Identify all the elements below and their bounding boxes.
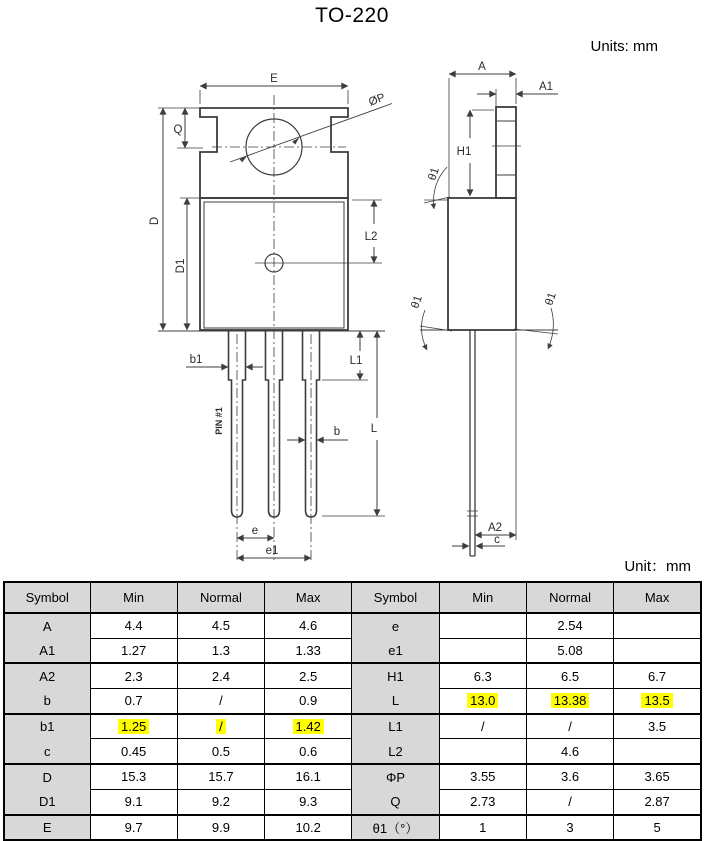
table-cell: 3.55: [439, 764, 526, 789]
table-cell: 1.27: [90, 638, 177, 663]
symbol-cell: H1: [352, 663, 439, 688]
table-cell: 9.1: [90, 789, 177, 814]
table-cell: 16.1: [265, 764, 352, 789]
label-theta-top: θ1: [426, 166, 442, 183]
symbol-cell: L: [352, 689, 439, 714]
column-header: Symbol: [4, 582, 90, 613]
table-cell: 3: [526, 815, 613, 841]
table-cell: 15.7: [177, 764, 264, 789]
table-cell: /: [177, 714, 264, 739]
table-row: [4, 613, 701, 638]
table-cell: [614, 739, 701, 764]
label-D1: D1: [175, 258, 187, 274]
symbol-cell: θ1（°）: [352, 815, 439, 841]
table-cell: 2.3: [90, 663, 177, 688]
symbol-cell: D: [4, 764, 90, 789]
table-cell: 4.4: [90, 613, 177, 638]
column-header: Normal: [177, 582, 264, 613]
label-E: E: [270, 73, 278, 85]
table-cell: 9.7: [90, 815, 177, 841]
table-cell: 6.7: [614, 663, 701, 688]
table-cell: 9.2: [177, 789, 264, 814]
symbol-cell: e1: [352, 638, 439, 663]
units-label-top: Units: mm: [590, 38, 658, 55]
label-Q: Q: [173, 124, 183, 136]
front-view: [149, 73, 392, 562]
table-cell: /: [177, 689, 264, 714]
table-row: [4, 739, 701, 764]
label-L2: L2: [364, 231, 378, 243]
table-row: [4, 764, 701, 789]
label-A: A: [478, 61, 486, 73]
table-cell: 6.5: [526, 663, 613, 688]
table-cell: 1.33: [265, 638, 352, 663]
label-b1: b1: [189, 354, 203, 366]
table-cell: 4.6: [265, 613, 352, 638]
label-theta-bottom-left: θ1: [409, 294, 425, 311]
symbol-cell: L1: [352, 714, 439, 739]
table-row: [4, 789, 701, 814]
symbol-cell: E: [4, 815, 90, 841]
column-header: Max: [614, 582, 701, 613]
symbol-cell: e: [352, 613, 439, 638]
label-L: L: [370, 423, 378, 435]
table-cell: 1.42: [265, 714, 352, 739]
label-H1: H1: [456, 146, 472, 158]
table-cell: 3.65: [614, 764, 701, 789]
label-e1: e1: [265, 545, 279, 557]
table-cell: /: [526, 789, 613, 814]
label-theta-bottom-right: θ1: [543, 291, 559, 308]
label-L1: L1: [349, 355, 363, 367]
column-header: Normal: [526, 582, 613, 613]
symbol-cell: Q: [352, 789, 439, 814]
table-cell: 2.87: [614, 789, 701, 814]
symbol-cell: b: [4, 689, 90, 714]
table-cell: 0.45: [90, 739, 177, 764]
table-cell: 13.0: [439, 689, 526, 714]
table-cell: 13.5: [614, 689, 701, 714]
table-cell: 2.5: [265, 663, 352, 688]
table-cell: 6.3: [439, 663, 526, 688]
page-title: TO-220: [315, 4, 389, 27]
table-row: [4, 815, 701, 841]
table-cell: 1.25: [90, 714, 177, 739]
symbol-cell: D1: [4, 789, 90, 814]
table-row: [4, 714, 701, 739]
symbol-cell: ΦP: [352, 764, 439, 789]
table-cell: 2.73: [439, 789, 526, 814]
table-cell: 1: [439, 815, 526, 841]
table-cell: 4.6: [526, 739, 613, 764]
symbol-cell: A1: [4, 638, 90, 663]
label-b: b: [333, 426, 341, 438]
table-cell: 3.6: [526, 764, 613, 789]
units-label-bottom: Unit：mm: [624, 558, 691, 575]
table-cell: 0.6: [265, 739, 352, 764]
symbol-cell: c: [4, 739, 90, 764]
label-A1: A1: [538, 81, 554, 93]
label-phiP: ØP: [367, 91, 387, 109]
table-cell: [614, 638, 701, 663]
table-cell: [439, 739, 526, 764]
symbol-cell: A: [4, 613, 90, 638]
table-cell: 2.4: [177, 663, 264, 688]
table-cell: /: [439, 714, 526, 739]
table-cell: 5: [614, 815, 701, 841]
table-cell: 0.9: [265, 689, 352, 714]
symbol-cell: A2: [4, 663, 90, 688]
label-D: D: [149, 216, 161, 226]
table-cell: 15.3: [90, 764, 177, 789]
column-header: Symbol: [352, 582, 439, 613]
table-cell: 1.3: [177, 638, 264, 663]
table-cell: 13.38: [526, 689, 613, 714]
column-header: Max: [265, 582, 352, 613]
table-row: [4, 638, 701, 663]
label-e: e: [251, 525, 259, 537]
table-cell: 5.08: [526, 638, 613, 663]
label-pin1: PIN #1: [214, 407, 224, 435]
table-cell: 10.2: [265, 815, 352, 841]
table-cell: 9.9: [177, 815, 264, 841]
column-header: Min: [439, 582, 526, 613]
table-cell: /: [526, 714, 613, 739]
label-c: c: [494, 534, 500, 546]
dimensions-table: [3, 581, 702, 841]
table-cell: 4.5: [177, 613, 264, 638]
table-header-row: [4, 582, 701, 613]
table-cell: [614, 613, 701, 638]
side-view: [409, 61, 558, 556]
label-A2: A2: [487, 522, 503, 534]
table-cell: 9.3: [265, 789, 352, 814]
table-cell: [439, 613, 526, 638]
column-header: Min: [90, 582, 177, 613]
symbol-cell: L2: [352, 739, 439, 764]
symbol-cell: b1: [4, 714, 90, 739]
table-row: [4, 663, 701, 688]
table-cell: 3.5: [614, 714, 701, 739]
table-cell: 2.54: [526, 613, 613, 638]
table-row: [4, 689, 701, 714]
table-cell: 0.5: [177, 739, 264, 764]
table-cell: [439, 638, 526, 663]
table-cell: 0.7: [90, 689, 177, 714]
